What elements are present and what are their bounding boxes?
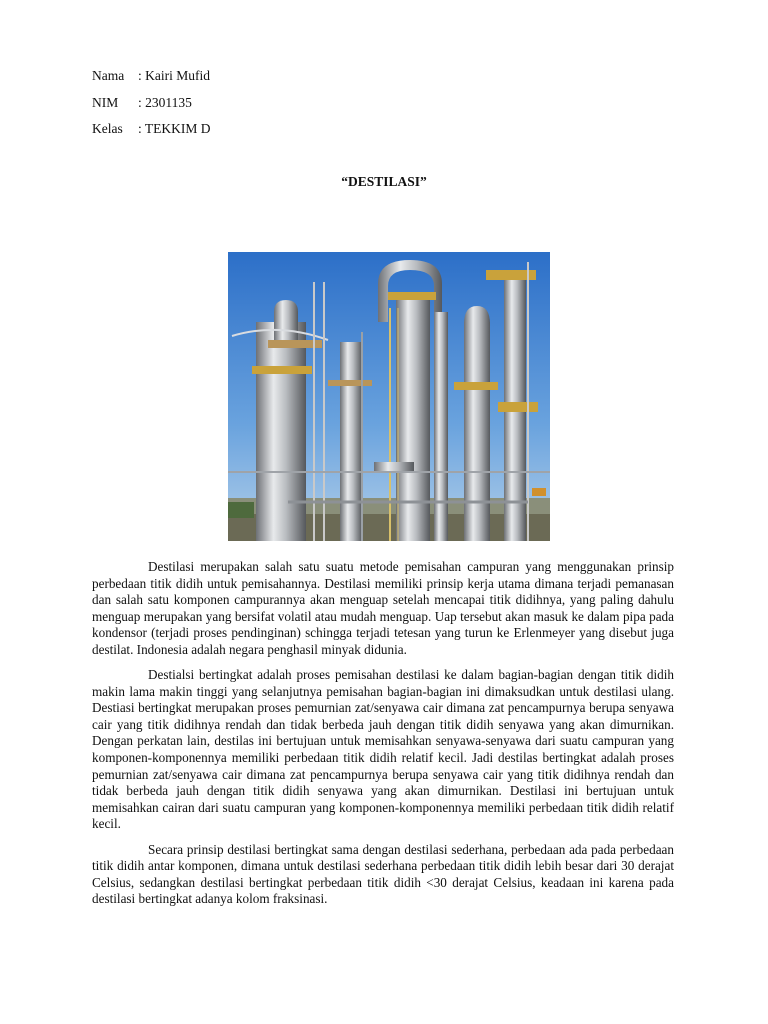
- paragraph: Secara prinsip destilasi bertingkat sama dengan destilasi sederhana, perbedaan ada pada perbedaan titik didih antar komponen, dimana untuk destilasi sederhana perbedaan titik didih lebih besar dari 30 derajat Celsius, sedangkan destilasi bertingkat perbedaan titik didih <30 derajat Celsius, keadaan ini karena pada destilasi bertingkat adanya kolom fraksinasi.: [92, 841, 674, 907]
- info-row-class: [92, 119, 211, 146]
- info-label: Nama: [92, 68, 125, 83]
- info-row-name: [92, 66, 211, 93]
- student-info: [92, 66, 211, 146]
- info-value: : Kairi Mufid: [138, 68, 210, 83]
- info-label: NIM: [92, 94, 119, 110]
- paragraph: Destilasi merupakan salah satu suatu metode pemisahan campuran yang menggunakan prinsip perbedaan titik didih untuk pemisahannya. Destilasi memiliki prinsip kerja utama dimana terjadi pemanasan dan salah satu komponen campurannya akan menguap setelah mencapai titik didihnya, yang paling dahulu menguap merupakan yang bersifat volatil atau mudah menguap. Uap tersebut akan masuk ke dalam pipa pada kondensor (terjadi proses pendinginan) schingga terjadi tetesan yang turun ke Erlenmeyer yang disebut juga destilat. Indonesia adalah negara penghasil minyak didunia.: [92, 559, 674, 657]
- document-body: [92, 559, 674, 916]
- info-label: Kelas: [92, 121, 123, 136]
- info-value: : TEKKIM D: [138, 121, 211, 136]
- document-title: “DESTILASI”: [341, 174, 427, 189]
- info-row-nim: [92, 93, 211, 120]
- paragraph: Destialsi bertingkat adalah proses pemisahan destilasi ke dalam bagian-bagian dengan titik didih makin lama makin tinggi yang selanjutnya pemisahan bagian-bagian ini dimaksudkan untuk destilasi ulang. Destiasi bertingkat merupakan proses pemurnian zat/senyawa cair dimana zat pencampurnya berupa senyawa cair yang titik didihnya rendah dan tidak berbeda jauh dengan titik didih senyawa yang akan dimurnikan. Dengan perkatan lain, destilas ini bertujuan untuk memisahkan senyawa-senyawa dari suatu campuran yang komponen-komponennya memiliki perbedaan titik didih relatif kecil. Jadi destilas bertingkat adalah proses pemurnian zat/senyawa cair dimana zat pencampurnya berupa senyawa cair yang titik didihnya rendah dan tidak berbeda jauh dengan titik didih senyawa yang akan dimurnikan. Destilasi ini bertujuan untuk memisahkan cairan dari suatu campuran yang komponen-komponennya memiliki perbedaan titik didih relatif kecil.: [92, 667, 674, 832]
- info-value: : 2301135: [138, 94, 192, 110]
- distillation-columns-photo: [228, 252, 550, 541]
